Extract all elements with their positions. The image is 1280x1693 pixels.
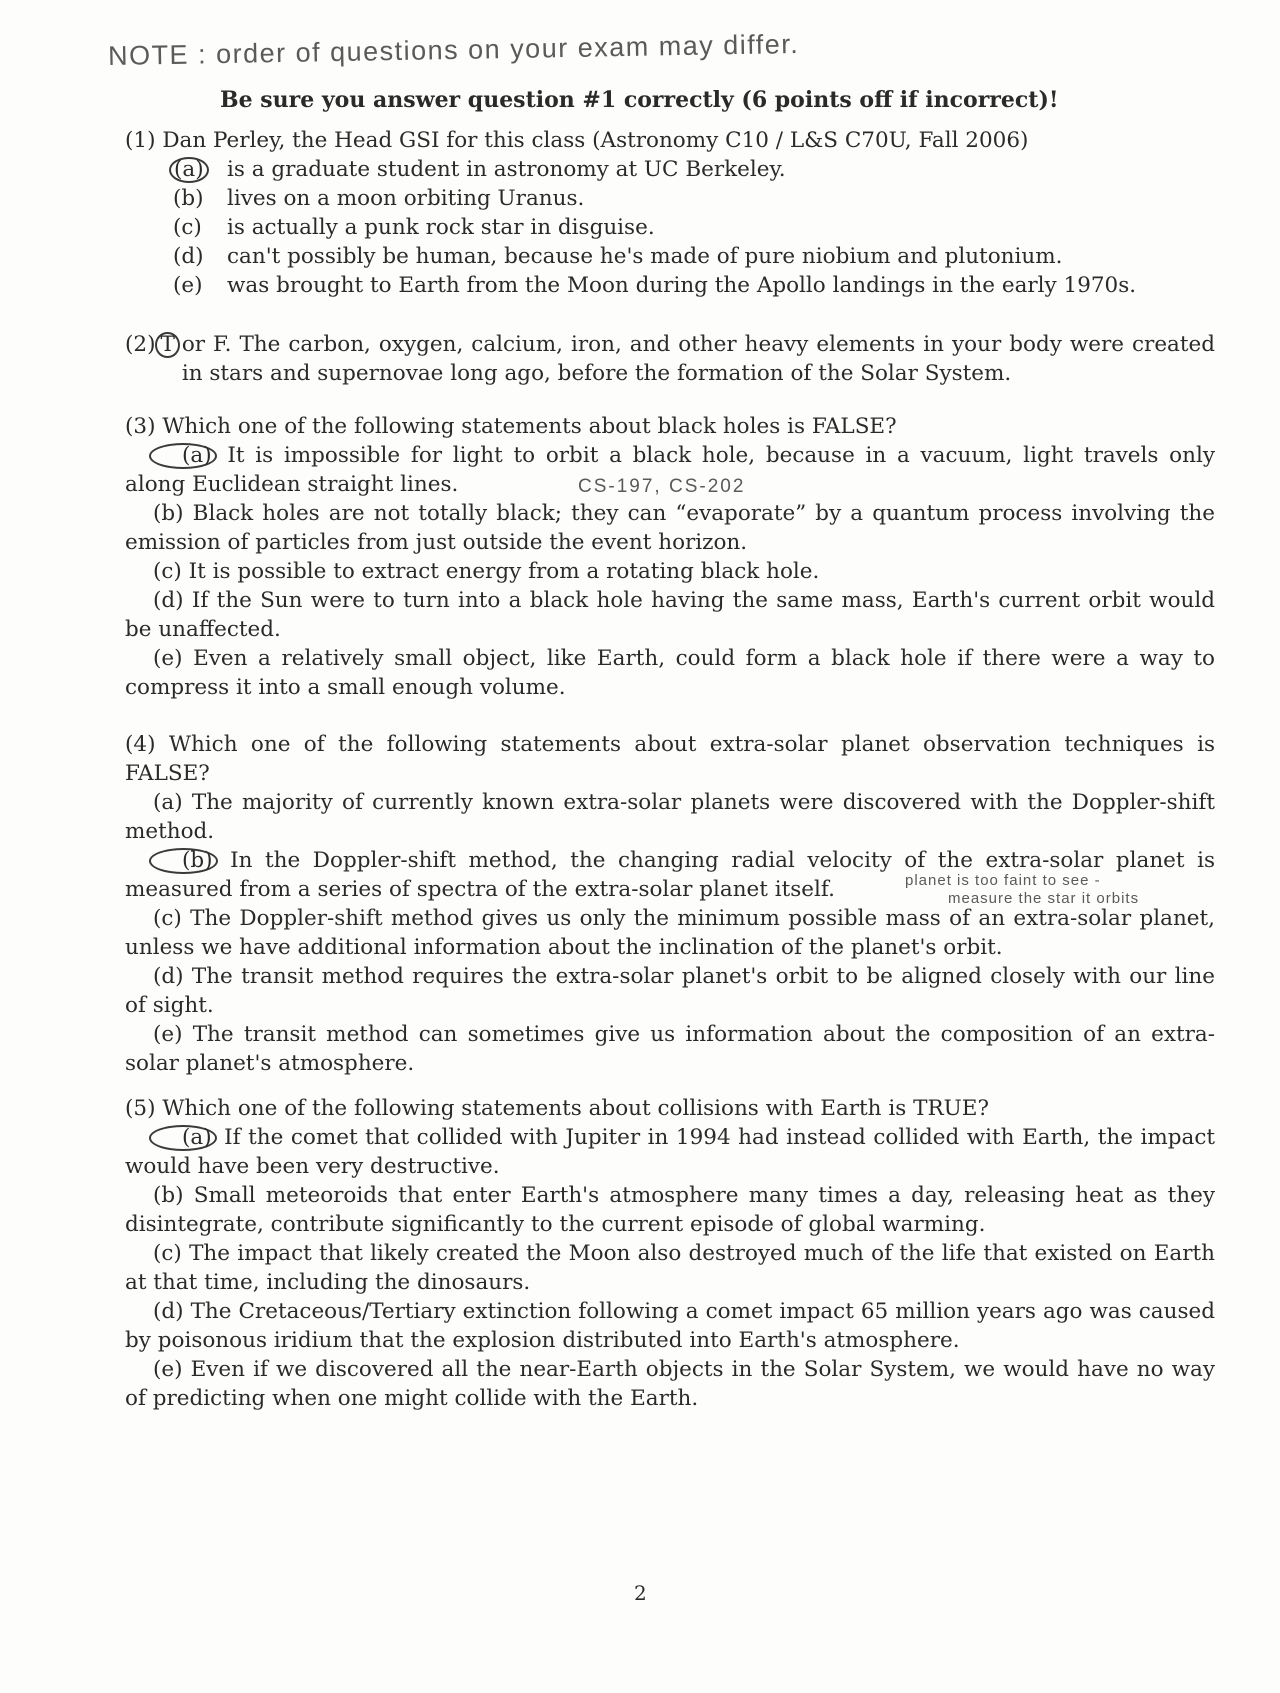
circled-answer: (b): [149, 848, 218, 874]
handwritten-note: NOTE : order of questions on your exam may differ.: [107, 28, 800, 72]
question-1: [125, 126, 1215, 300]
handwritten-margin-note: planet is too faint to see -: [905, 872, 1101, 889]
option-1e: (e) was brought to Earth from the Moon during the Apollo landings in the early 1970s.: [173, 273, 1137, 298]
handwritten-margin-note: measure the star it orbits: [948, 890, 1140, 907]
circled-answer: (a): [149, 443, 217, 469]
option-1c: (c) is actually a punk rock star in disguise.: [173, 215, 655, 240]
circled-answer: T: [155, 332, 179, 358]
question-2: (2) T or F. The carbon, oxygen, calcium, iron, and other heavy elements in your body were created in stars and supernovae long ago, before the formation of the Solar System.: [125, 332, 1215, 386]
option-3b: (b) Black holes are not totally black; they can “evaporate” by a quantum process involving the emission of particles from just outside the event horizon.: [125, 501, 1215, 555]
question-stem: (3) Which one of the following statements about black holes is FALSE?: [125, 414, 897, 439]
question-stem: (1) Dan Perley, the Head GSI for this class (Astronomy C10 / L&S C70U, Fall 2006): [125, 128, 1029, 153]
option-5d: (d) The Cretaceous/Tertiary extinction following a comet impact 65 million years ago was caused by poisonous iridium that the explosion distributed into Earth's atmosphere.: [125, 1299, 1215, 1353]
option-3d: (d) If the Sun were to turn into a black hole having the same mass, Earth's current orbit would be unaffected.: [125, 588, 1215, 642]
handwritten-course-codes: CS-197, CS-202: [578, 476, 746, 497]
option-5e: (e) Even if we discovered all the near-Earth objects in the Solar System, we would have no way of predicting when one might collide with the Earth.: [125, 1357, 1215, 1411]
question-5: [125, 1094, 1215, 1413]
page-number: 2: [634, 1581, 647, 1605]
question-stem: (5) Which one of the following statements about collisions with Earth is TRUE?: [125, 1096, 989, 1121]
option-4c: (c) The Doppler-shift method gives us only the minimum possible mass of an extra-solar planet, unless we have additional information about the inclination of the planet's orbit.: [125, 906, 1215, 960]
option-4a: (a) The majority of currently known extra-solar planets were discovered with the Doppler-shift method.: [125, 790, 1215, 844]
option-1d: (d) can't possibly be human, because he's made of pure niobium and plutonium.: [173, 244, 1063, 269]
option-5a: (a) If the comet that collided with Jupiter in 1994 had instead collided with Earth, the impact would have been very destructive.: [125, 1125, 1215, 1179]
option-5c: (c) The impact that likely created the Moon also destroyed much of the life that existed on Earth at that time, including the dinosaurs.: [125, 1241, 1215, 1295]
circled-answer: (a): [149, 1125, 217, 1151]
option-3c: (c) It is possible to extract energy from a rotating black hole.: [153, 559, 820, 584]
warning-heading: Be sure you answer question #1 correctly (6 points off if incorrect)!: [220, 87, 1059, 113]
circled-answer: (a): [169, 157, 209, 183]
option-1a: (a) is a graduate student in astronomy at UC Berkeley.: [125, 155, 1215, 184]
option-5b: (b) Small meteoroids that enter Earth's atmosphere many times a day, releasing heat as they disintegrate, contribute significantly to the current episode of global warming.: [125, 1183, 1215, 1237]
option-3e: (e) Even a relatively small object, like Earth, could form a black hole if there were a way to compress it into a small enough volume.: [125, 646, 1215, 700]
question-stem: or F. The carbon, oxygen, calcium, iron, and other heavy elements in your body were created in stars and supernovae long ago, before the formation of the Solar System.: [181, 332, 1215, 386]
option-4d: (d) The transit method requires the extra-solar planet's orbit to be aligned closely with our line of sight.: [125, 964, 1215, 1018]
option-1b: (b) lives on a moon orbiting Uranus.: [173, 186, 585, 211]
option-3a: (a) It is impossible for light to orbit a black hole, because in a vacuum, light travels only along Euclidean straight lines.: [125, 443, 1215, 497]
question-stem: (4) Which one of the following statements about extra-solar planet observation techniques is FALSE?: [125, 732, 1215, 786]
option-4b: (b) In the Doppler-shift method, the changing radial velocity of the extra-solar planet is measured from a series of spectra of the extra-solar planet itself.: [125, 848, 1215, 902]
option-4e: (e) The transit method can sometimes give us information about the composition of an extra-solar planet's atmosphere.: [125, 1022, 1215, 1076]
question-3: [125, 412, 1215, 702]
